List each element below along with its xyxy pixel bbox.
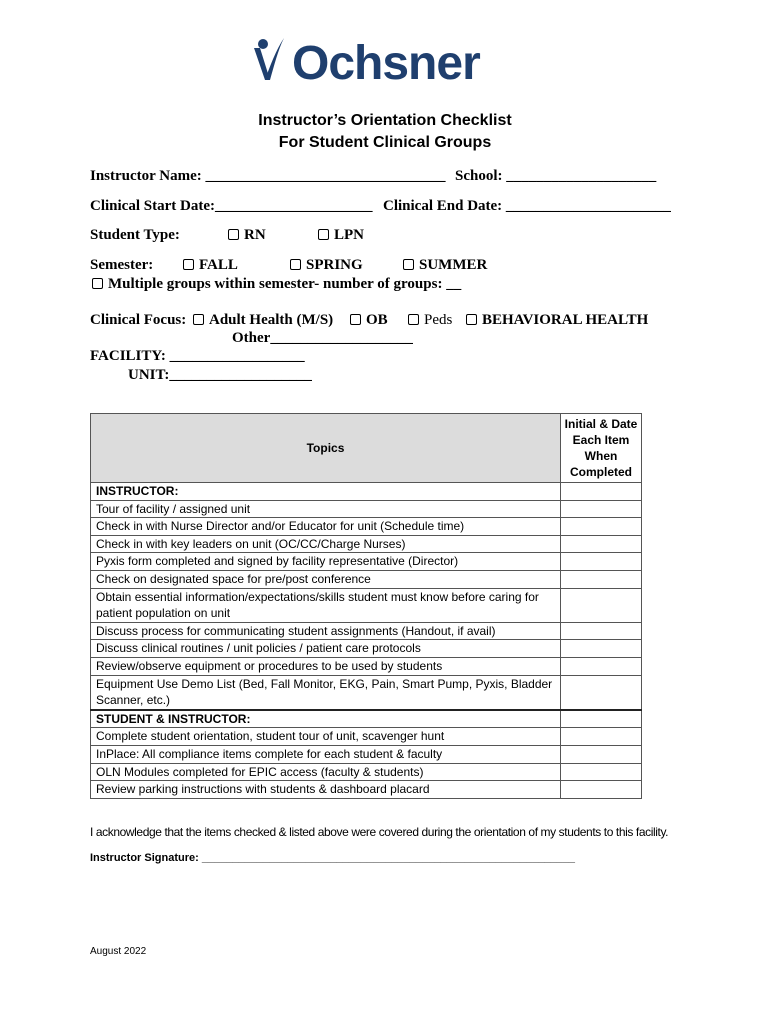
- checkbox-icon[interactable]: [350, 314, 361, 325]
- table-row: [91, 535, 642, 553]
- topic-item: Tour of facility / assigned unit: [91, 500, 561, 518]
- checkbox-icon[interactable]: [183, 259, 194, 270]
- topic-item: Equipment Use Demo List (Bed, Fall Monitor, EKG, Pain, Smart Pump, Pyxis, Bladder Scanner, etc.): [91, 675, 561, 710]
- multiple-groups-option[interactable]: Multiple groups within semester- number of groups: __: [92, 276, 461, 293]
- initial-cell[interactable]: [561, 763, 642, 781]
- section-heading-student-instructor: STUDENT & INSTRUCTOR:: [91, 710, 561, 728]
- instructor-signature-field[interactable]: Instructor Signature: _____________________________________________________________: [90, 852, 576, 864]
- checkbox-icon[interactable]: [318, 229, 329, 240]
- topic-item: Pyxis form completed and signed by facility representative (Director): [91, 553, 561, 571]
- table-row: [91, 570, 642, 588]
- checkbox-icon[interactable]: [228, 229, 239, 240]
- checkbox-icon[interactable]: [92, 278, 103, 289]
- focus-peds[interactable]: Peds: [408, 312, 452, 329]
- initial-cell[interactable]: [561, 588, 642, 622]
- ochsner-figure-icon: [250, 36, 290, 92]
- acknowledgement-statement: I acknowledge that the items checked & listed above were covered during the orientation of my students to this facility.: [90, 825, 669, 839]
- focus-behavioral-health[interactable]: BEHAVIORAL HEALTH: [466, 312, 648, 329]
- section-heading-row: [91, 483, 642, 501]
- semester-summer[interactable]: SUMMER: [403, 257, 487, 274]
- focus-ob[interactable]: OB: [350, 312, 388, 329]
- topic-item: Discuss process for communicating student assignments (Handout, if avail): [91, 622, 561, 640]
- table-row: [91, 728, 642, 746]
- section-heading-instructor: INSTRUCTOR:: [91, 483, 561, 501]
- initial-cell[interactable]: [561, 745, 642, 763]
- table-row: [91, 588, 642, 622]
- checkbox-icon[interactable]: [193, 314, 204, 325]
- logo-text: Ochsner: [292, 37, 480, 90]
- facility-field[interactable]: FACILITY: __________________: [90, 348, 305, 364]
- student-type-lpn[interactable]: LPN: [318, 227, 364, 244]
- title-line-2: For Student Clinical Groups: [278, 134, 492, 151]
- initial-cell[interactable]: [561, 535, 642, 553]
- student-type-rn[interactable]: RN: [228, 227, 266, 244]
- initial-cell[interactable]: [561, 781, 642, 799]
- initial-cell[interactable]: [561, 675, 642, 710]
- checkbox-icon[interactable]: [408, 314, 419, 325]
- table-row: [91, 553, 642, 571]
- topic-item: Review parking instructions with students & dashboard placard: [91, 781, 561, 799]
- initial-cell[interactable]: [561, 728, 642, 746]
- initial-cell[interactable]: [561, 500, 642, 518]
- focus-adult-health[interactable]: Adult Health (M/S): [193, 312, 333, 329]
- table-row: [91, 763, 642, 781]
- initial-cell[interactable]: [561, 657, 642, 675]
- topic-item: Complete student orientation, student tour of unit, scavenger hunt: [91, 728, 561, 746]
- semester-spring[interactable]: SPRING: [290, 257, 363, 274]
- checkbox-icon[interactable]: [466, 314, 477, 325]
- table-row: [91, 657, 642, 675]
- section-heading-row: [91, 710, 642, 728]
- initial-cell[interactable]: [561, 553, 642, 571]
- topic-item: Check in with Nurse Director and/or Educator for unit (Schedule time): [91, 518, 561, 536]
- table-row: [91, 781, 642, 799]
- table-row: [91, 745, 642, 763]
- instructor-name-field[interactable]: Instructor Name: ________________________________: [90, 168, 446, 184]
- table-header-row: [91, 414, 642, 483]
- semester-label: Semester:: [90, 257, 154, 273]
- topic-item: Check in with key leaders on unit (OC/CC/Charge Nurses): [91, 535, 561, 553]
- page-title: [0, 110, 770, 154]
- orientation-checklist-table: [90, 413, 642, 799]
- table-row: [91, 518, 642, 536]
- topic-item: InPlace: All compliance items complete for each student & faculty: [91, 745, 561, 763]
- clinical-start-date-field[interactable]: Clinical Start Date:_____________________: [90, 198, 373, 214]
- semester-fall[interactable]: FALL: [183, 257, 238, 274]
- student-type-label: Student Type:: [90, 227, 180, 243]
- topic-item: OLN Modules completed for EPIC access (faculty & students): [91, 763, 561, 781]
- header-initial-date: Initial & Date Each Item When Completed: [561, 414, 642, 483]
- initial-cell[interactable]: [561, 710, 642, 728]
- initial-cell[interactable]: [561, 570, 642, 588]
- table-row: [91, 500, 642, 518]
- table-row: [91, 675, 642, 710]
- initial-cell[interactable]: [561, 622, 642, 640]
- initial-cell[interactable]: [561, 518, 642, 536]
- table-row: [91, 622, 642, 640]
- checkbox-icon[interactable]: [403, 259, 414, 270]
- unit-field[interactable]: UNIT:___________________: [128, 367, 312, 383]
- school-field[interactable]: School: ____________________: [455, 168, 657, 184]
- topic-item: Check on designated space for pre/post conference: [91, 570, 561, 588]
- footer-date: August 2022: [90, 946, 147, 957]
- topic-item: Obtain essential information/expectations/skills student must know before caring for patient population on unit: [91, 588, 561, 622]
- clinical-end-date-field[interactable]: Clinical End Date: ______________________: [383, 198, 671, 214]
- title-line-1: Instructor’s Orientation Checklist: [258, 112, 512, 129]
- ochsner-logo: [250, 34, 480, 94]
- initial-cell[interactable]: [561, 483, 642, 501]
- table-row: [91, 640, 642, 658]
- topic-item: Review/observe equipment or procedures to be used by students: [91, 657, 561, 675]
- topic-item: Discuss clinical routines / unit policies / patient care protocols: [91, 640, 561, 658]
- other-field[interactable]: Other___________________: [232, 330, 413, 346]
- header-topics: Topics: [91, 414, 561, 483]
- checkbox-icon[interactable]: [290, 259, 301, 270]
- clinical-focus-label: Clinical Focus:: [90, 312, 187, 328]
- initial-cell[interactable]: [561, 640, 642, 658]
